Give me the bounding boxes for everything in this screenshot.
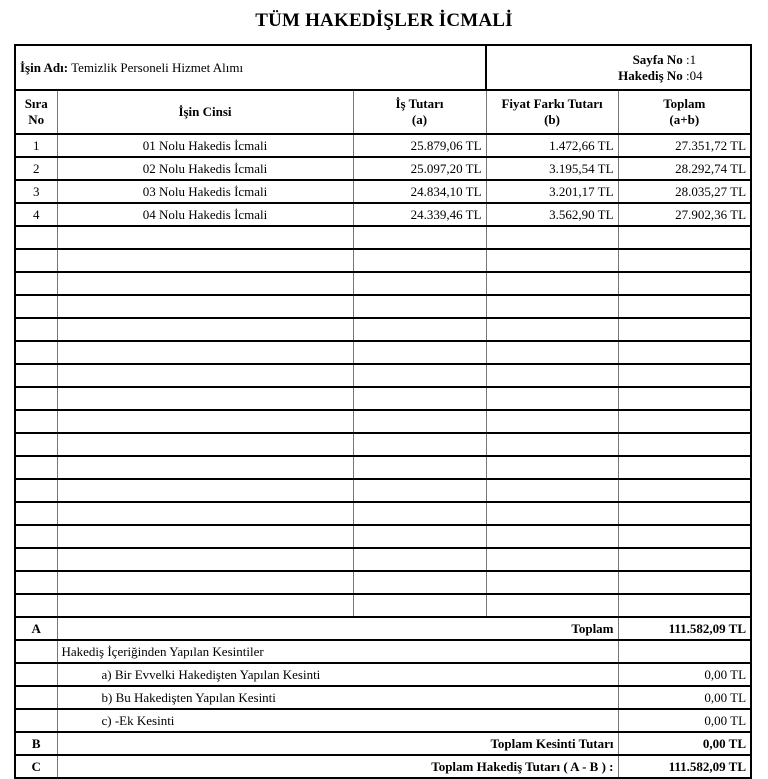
empty-cell bbox=[486, 387, 618, 410]
empty-cell bbox=[57, 410, 353, 433]
deduction-value: 0,00 TL bbox=[618, 709, 751, 732]
empty-cell bbox=[57, 548, 353, 571]
data-rows bbox=[15, 134, 751, 226]
empty-cell bbox=[486, 479, 618, 502]
row-total: 27.902,36 TL bbox=[618, 203, 751, 226]
row-job-type: 04 Nolu Hakedis İcmali bbox=[57, 203, 353, 226]
empty-cell bbox=[57, 525, 353, 548]
total-row-b bbox=[15, 732, 751, 755]
row-work-amount: 24.834,10 TL bbox=[353, 180, 486, 203]
job-name-cell bbox=[15, 45, 486, 90]
empty-cell bbox=[486, 318, 618, 341]
empty-table-row bbox=[15, 525, 751, 548]
empty-cell bbox=[353, 594, 486, 617]
empty-cell bbox=[486, 594, 618, 617]
deduction-label: c) -Ek Kesinti bbox=[57, 709, 618, 732]
empty-cell bbox=[486, 548, 618, 571]
empty-table-row bbox=[15, 272, 751, 295]
empty-cell bbox=[15, 594, 57, 617]
empty-cell bbox=[57, 295, 353, 318]
empty-cell bbox=[618, 341, 751, 364]
empty-cell bbox=[618, 272, 751, 295]
empty-cell bbox=[57, 249, 353, 272]
empty-cell bbox=[353, 433, 486, 456]
empty-cell bbox=[353, 295, 486, 318]
meta-cell bbox=[486, 45, 751, 90]
row-job-type: 01 Nolu Hakedis İcmali bbox=[57, 134, 353, 157]
empty-cell bbox=[353, 364, 486, 387]
deduction-value: 0,00 TL bbox=[618, 686, 751, 709]
empty-cell bbox=[618, 387, 751, 410]
row-price-diff: 3.201,17 TL bbox=[486, 180, 618, 203]
empty-table-row bbox=[15, 249, 751, 272]
empty-cell bbox=[15, 295, 57, 318]
empty-cell bbox=[618, 571, 751, 594]
empty-table-row bbox=[15, 410, 751, 433]
header-row bbox=[15, 45, 751, 90]
table-row bbox=[15, 134, 751, 157]
empty-cell bbox=[486, 272, 618, 295]
row-work-amount: 25.097,20 TL bbox=[353, 157, 486, 180]
deduction-row bbox=[15, 686, 751, 709]
row-total: 27.351,72 TL bbox=[618, 134, 751, 157]
empty-table-row bbox=[15, 571, 751, 594]
empty-table-row bbox=[15, 387, 751, 410]
empty-table-row bbox=[15, 548, 751, 571]
table-row bbox=[15, 203, 751, 226]
empty-table-row bbox=[15, 479, 751, 502]
deduction-label: a) Bir Evvelki Hakedişten Yapılan Kesinti bbox=[57, 663, 618, 686]
row-c-value: 111.582,09 TL bbox=[618, 755, 751, 778]
deduction-value: 0,00 TL bbox=[618, 663, 751, 686]
empty-cell bbox=[15, 318, 57, 341]
empty-cell bbox=[57, 502, 353, 525]
empty-rows bbox=[15, 226, 751, 617]
progress-no-label: Hakediş No bbox=[618, 67, 683, 83]
row-c-label: C bbox=[15, 755, 57, 778]
empty-cell bbox=[353, 272, 486, 295]
empty-cell bbox=[353, 387, 486, 410]
empty-cell bbox=[486, 410, 618, 433]
row-b-text: Toplam Kesinti Tutarı bbox=[57, 732, 618, 755]
empty-cell bbox=[486, 364, 618, 387]
empty-cell bbox=[618, 433, 751, 456]
empty-cell bbox=[618, 548, 751, 571]
empty-cell bbox=[353, 226, 486, 249]
empty-cell bbox=[57, 479, 353, 502]
empty-cell bbox=[15, 364, 57, 387]
empty-cell bbox=[353, 548, 486, 571]
empty-cell bbox=[15, 341, 57, 364]
empty-cell bbox=[486, 525, 618, 548]
empty-cell bbox=[353, 410, 486, 433]
col-header-work-amount: İş Tutarı (a) bbox=[353, 90, 486, 134]
empty-cell bbox=[353, 479, 486, 502]
total-row-c bbox=[15, 755, 751, 778]
empty-cell bbox=[57, 364, 353, 387]
row-work-amount: 25.879,06 TL bbox=[353, 134, 486, 157]
empty-cell bbox=[57, 226, 353, 249]
row-c-text: Toplam Hakediş Tutarı ( A - B ) : bbox=[57, 755, 618, 778]
deduction-row bbox=[15, 709, 751, 732]
col-header-total: Toplam (a+b) bbox=[618, 90, 751, 134]
deductions-heading: Hakediş İçeriğinden Yapılan Kesintiler bbox=[57, 640, 618, 663]
empty-cell bbox=[486, 249, 618, 272]
empty-cell bbox=[353, 502, 486, 525]
deduction-row bbox=[15, 663, 751, 686]
row-a-value: 111.582,09 TL bbox=[618, 617, 751, 640]
empty-cell bbox=[486, 295, 618, 318]
row-no: 4 bbox=[15, 203, 57, 226]
job-name-label: İşin Adı: bbox=[20, 59, 69, 75]
empty-cell bbox=[57, 456, 353, 479]
row-price-diff: 1.472,66 TL bbox=[486, 134, 618, 157]
row-no: 1 bbox=[15, 134, 57, 157]
page-no-label: Sayfa No bbox=[632, 51, 683, 67]
row-job-type: 03 Nolu Hakedis İcmali bbox=[57, 180, 353, 203]
row-job-type: 02 Nolu Hakedis İcmali bbox=[57, 157, 353, 180]
row-total: 28.292,74 TL bbox=[618, 157, 751, 180]
row-price-diff: 3.562,90 TL bbox=[486, 203, 618, 226]
deduction-label: b) Bu Hakedişten Yapılan Kesinti bbox=[57, 686, 618, 709]
empty-cell bbox=[353, 318, 486, 341]
empty-cell bbox=[618, 226, 751, 249]
empty-cell bbox=[618, 249, 751, 272]
empty-table-row bbox=[15, 295, 751, 318]
empty-cell bbox=[15, 571, 57, 594]
empty-table-row bbox=[15, 594, 751, 617]
empty-cell bbox=[57, 433, 353, 456]
empty-cell bbox=[15, 387, 57, 410]
empty-cell bbox=[618, 594, 751, 617]
deductions-heading-row bbox=[15, 640, 751, 663]
empty-cell bbox=[618, 364, 751, 387]
row-no: 3 bbox=[15, 180, 57, 203]
row-b-value: 0,00 TL bbox=[618, 732, 751, 755]
empty-cell bbox=[353, 341, 486, 364]
empty-cell bbox=[353, 525, 486, 548]
empty-cell bbox=[618, 525, 751, 548]
empty-cell bbox=[15, 272, 57, 295]
empty-table-row bbox=[15, 502, 751, 525]
empty-cell bbox=[618, 318, 751, 341]
empty-cell bbox=[618, 295, 751, 318]
empty-cell bbox=[618, 479, 751, 502]
page-no: :1 bbox=[686, 51, 697, 67]
empty-cell bbox=[353, 571, 486, 594]
empty-cell bbox=[353, 456, 486, 479]
empty-cell bbox=[57, 571, 353, 594]
empty-cell bbox=[15, 548, 57, 571]
empty-cell bbox=[353, 249, 486, 272]
col-header-job-type: İşin Cinsi bbox=[57, 90, 353, 134]
empty-cell bbox=[57, 341, 353, 364]
column-header-row bbox=[15, 90, 751, 134]
empty-cell bbox=[57, 387, 353, 410]
empty-cell bbox=[57, 318, 353, 341]
empty-cell bbox=[15, 479, 57, 502]
row-price-diff: 3.195,54 TL bbox=[486, 157, 618, 180]
empty-cell bbox=[486, 226, 618, 249]
row-no: 2 bbox=[15, 157, 57, 180]
job-name: Temizlik Personeli Hizmet Alımı bbox=[71, 59, 244, 75]
empty-cell bbox=[15, 410, 57, 433]
empty-cell bbox=[618, 456, 751, 479]
empty-cell bbox=[15, 456, 57, 479]
empty-table-row bbox=[15, 318, 751, 341]
empty-cell bbox=[486, 502, 618, 525]
empty-table-row bbox=[15, 226, 751, 249]
row-b-label: B bbox=[15, 732, 57, 755]
table-row bbox=[15, 157, 751, 180]
empty-table-row bbox=[15, 341, 751, 364]
empty-cell bbox=[486, 433, 618, 456]
col-header-no: Sıra No bbox=[15, 90, 57, 134]
row-work-amount: 24.339,46 TL bbox=[353, 203, 486, 226]
empty-table-row bbox=[15, 433, 751, 456]
empty-cell bbox=[15, 502, 57, 525]
empty-cell bbox=[57, 272, 353, 295]
empty-cell bbox=[57, 594, 353, 617]
empty-cell bbox=[15, 249, 57, 272]
col-header-price-diff: Fiyat Farkı Tutarı (b) bbox=[486, 90, 618, 134]
empty-table-row bbox=[15, 456, 751, 479]
progress-no: :04 bbox=[686, 67, 703, 83]
empty-cell bbox=[618, 502, 751, 525]
summary-table bbox=[14, 44, 752, 779]
empty-cell bbox=[15, 226, 57, 249]
table-row bbox=[15, 180, 751, 203]
empty-cell bbox=[486, 456, 618, 479]
empty-cell bbox=[486, 571, 618, 594]
empty-cell bbox=[15, 433, 57, 456]
row-a-text: Toplam bbox=[57, 617, 618, 640]
empty-cell bbox=[15, 525, 57, 548]
empty-cell bbox=[486, 341, 618, 364]
row-total: 28.035,27 TL bbox=[618, 180, 751, 203]
row-a-label: A bbox=[15, 617, 57, 640]
empty-table-row bbox=[15, 364, 751, 387]
empty-cell bbox=[618, 410, 751, 433]
document-title: TÜM HAKEDİŞLER İCMALİ bbox=[255, 10, 513, 31]
total-row-a bbox=[15, 617, 751, 640]
